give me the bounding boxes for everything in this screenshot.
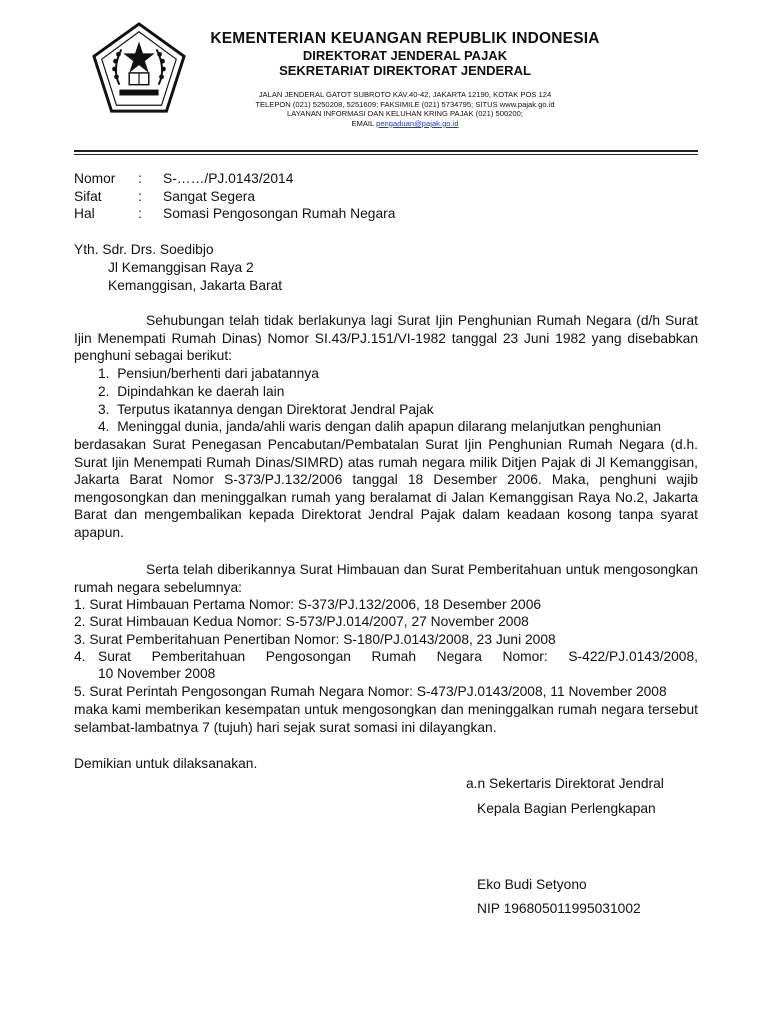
meta-label: Hal: [74, 206, 95, 221]
meta-label: Sifat: [74, 189, 102, 204]
list-number: 2.: [98, 384, 110, 399]
signature-position: Kepala Bagian Perlengkapan: [477, 801, 656, 816]
meta-label: Nomor: [74, 171, 116, 186]
list-item-continuation: 10 November 2008: [98, 666, 216, 681]
list-item: [74, 648, 698, 666]
paragraph-text: maka kami memberikan kesempatan untuk mengosongkan dan meninggalkan rumah negara tersebut selambat-lambatnya 7 (tujuh) hari sejak surat somasi ini dilayangkan.: [74, 702, 698, 735]
email-line: [190, 119, 620, 129]
list-text: Surat Pemberitahuan Penertiban Nomor: S-180/PJ.0143/2008, 23 Juni 2008: [89, 632, 556, 647]
list-number: 3.: [98, 402, 110, 417]
list-item: [98, 383, 284, 401]
list-item: [98, 418, 661, 436]
ministry-name: KEMENTERIAN KEUANGAN REPUBLIK INDONESIA: [210, 30, 600, 47]
ministry-logo-icon: [90, 20, 188, 118]
closing-text: Demikian untuk dilaksanakan.: [74, 756, 258, 771]
list-item: [74, 631, 556, 649]
directorate-name: DIREKTORAT JENDERAL PAJAK: [302, 48, 508, 63]
meta-separator: :: [138, 189, 142, 204]
recipient-city: Kemanggisan, Jakarta Barat: [108, 278, 283, 293]
list-item: [74, 596, 541, 614]
list-item: [98, 365, 319, 383]
list-text: Surat Pemberitahuan Pengosongan Rumah Negara Nomor: S-422/PJ.0143/2008,: [98, 649, 698, 664]
list-item: [74, 613, 529, 631]
letterhead: [190, 30, 620, 128]
list-text: Dipindahkan ke daerah lain: [117, 384, 285, 399]
list-text: Surat Perintah Pengosongan Rumah Negara Nomor: S-473/PJ.0143/2008, 11 November 2008: [89, 684, 667, 699]
list-number: 1.: [98, 366, 110, 381]
secretariat-name: SEKRETARIAT DIREKTORAT JENDERAL: [279, 63, 531, 78]
meta-separator: :: [138, 206, 142, 221]
paragraph-text: Serta telah diberikannya Surat Himbauan dan Surat Pemberitahuan untuk mengosongkan rumah negara sebelumnya:: [74, 562, 698, 595]
list-number: 4.: [74, 649, 86, 664]
paragraph-text: berdasakan Surat Penegasan Pencabutan/Pembatalan Surat Ijin Penghunian Rumah Negara (d.h. Surat Ijin Menempati Rumah Dinas/SIMRD) atas rumah negara milik Ditjen Pajak di Jl Kemanggisan, Jakarta Barat Nomor S-373/PJ.132/2006 tanggal 18 Desember 2006. Maka, penghuni wajib mengosongkan dan meninggalkan rumah yang beralamat di Jalan Kemanggisan Raya No.2, Jakarta Barat dan mengembalikan kepada Direktorat Jendral Pajak dalam keadaan kosong tanpa syarat apapun.: [74, 437, 698, 540]
phone-line: TELEPON (021) 5250208, 5251609; FAKSIMILE (021) 5734795; SITUS www.pajak.go.id: [255, 99, 555, 109]
recipient-street: Jl Kemanggisan Raya 2: [108, 260, 254, 275]
paragraph-intro: [74, 312, 698, 365]
letterhead-divider-thick: [74, 150, 698, 152]
list-text: Surat Himbauan Pertama Nomor: S-373/PJ.132/2006, 18 Desember 2006: [89, 597, 542, 612]
paragraph-text: Sehubungan telah tidak berlakunya lagi Surat Ijin Penghunian Rumah Negara (d/h Surat Ijin Menempati Rumah Dinas) Nomor SI.43/PJ.151/VI-1982 tanggal 23 Juni 1982 yang disebabkan penghuni sebagai berikut:: [74, 313, 698, 363]
list-number: 3.: [74, 632, 86, 647]
paragraph-notices: [74, 561, 698, 596]
paragraph-basis: [74, 436, 698, 541]
list-number: 5.: [74, 684, 86, 699]
signature-nip: NIP 196805011995031002: [477, 901, 641, 916]
letterhead-divider-thin: [74, 154, 698, 155]
address-line: JALAN JENDERAL GATOT SUBROTO KAV.40-42, JAKARTA 12190, KOTAK POS 124: [258, 90, 552, 99]
list-item: [74, 683, 667, 701]
list-item: [98, 401, 434, 419]
service-line: LAYANAN INFORMASI DAN KELUHAN KRING PAJAK (021) 500200;: [287, 109, 523, 119]
list-text: Terputus ikatannya dengan Direktorat Jendral Pajak: [116, 402, 434, 417]
meta-separator: :: [138, 171, 142, 186]
meta-value: Somasi Pengosongan Rumah Negara: [163, 206, 396, 221]
email-label: EMAIL: [351, 118, 374, 128]
signature-on-behalf: a.n Sekertaris Direktorat Jendral: [466, 776, 664, 791]
list-number: 2.: [74, 614, 86, 629]
paragraph-deadline: [74, 701, 698, 736]
meta-value: S-……/PJ.0143/2014: [163, 171, 294, 186]
meta-value: Sangat Segera: [163, 189, 256, 204]
email-link[interactable]: pengaduan@pajak.go.id: [376, 118, 459, 128]
list-text: Surat Himbauan Kedua Nomor: S-573/PJ.014/2007, 27 November 2008: [89, 614, 529, 629]
recipient-name: Yth. Sdr. Drs. Soedibjo: [74, 242, 214, 257]
list-number: 4.: [98, 419, 110, 434]
list-text: Meninggal dunia, janda/ahli waris dengan dalih apapun dilarang melanjutkan penghunian: [117, 419, 662, 434]
list-text: Pensiun/berhenti dari jabatannya: [117, 366, 319, 381]
list-number: 1.: [74, 597, 86, 612]
signature-name: Eko Budi Setyono: [477, 877, 587, 892]
